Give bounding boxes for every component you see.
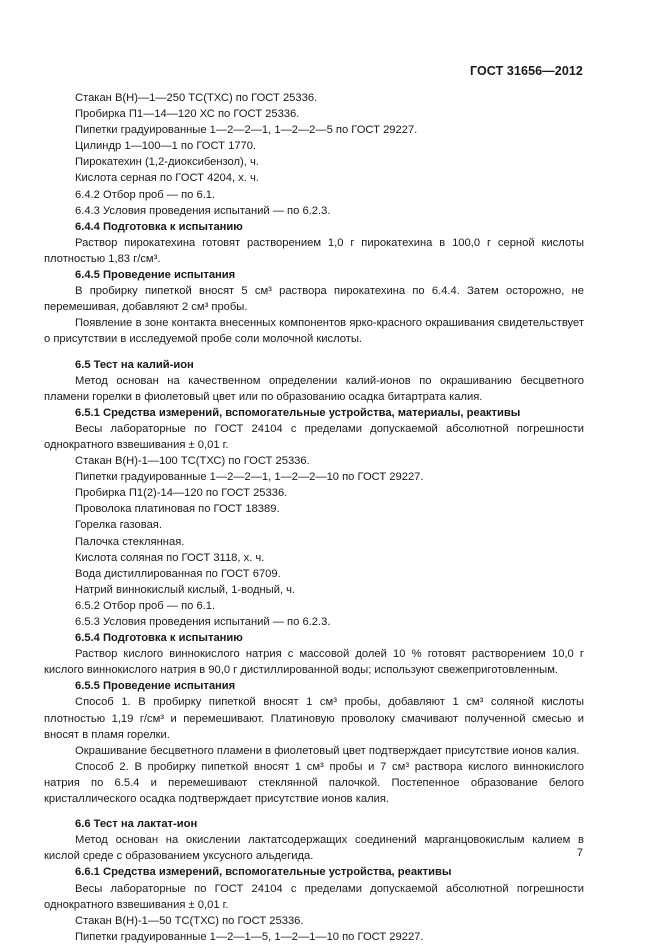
- paragraph: Раствор кислого виннокислого натрия с массовой долей 10 % готовят растворением 10,0 г кислого виннокислого натрия в 90,0 г дистиллированной воды; используют свежеприготовленным.: [44, 648, 584, 677]
- paragraph: Пирокатехин (1,2-диоксибензол), ч.: [75, 156, 259, 169]
- paragraph: Способ 1. В пробирку пипеткой вносят 1 см³ пробы, добавляют 1 см³ соляной кислоты плотностью 1,19 г/см³ и перемешивают. Платиновую проволоку смачивают полученной смесью и вносят в пламя горелки.: [44, 696, 584, 741]
- section-heading: 6.5.5 Проведение испытания: [75, 680, 236, 693]
- paragraph: Весы лабораторные по ГОСТ 24104 с пределами допускаемой абсолютной погрешности однократного взвешивания ± 0,01 г.: [44, 422, 584, 451]
- paragraph: 6.4.3 Условия проведения испытаний — по 6.2.3.: [75, 204, 331, 217]
- section-heading: 6.5.4 Подготовка к испытанию: [75, 632, 243, 645]
- paragraph: 6.5.2 Отбор проб — по 6.1.: [75, 599, 216, 612]
- paragraph: Пипетки градуированные 1—2—1—5, 1—2—1—10 по ГОСТ 29227.: [75, 930, 424, 943]
- paragraph: Стакан В(Н)-1—50 ТС(ТХС) по ГОСТ 25336.: [75, 914, 304, 927]
- paragraph: Вода дистиллированная по ГОСТ 6709.: [75, 567, 281, 580]
- paragraph: Горелка газовая.: [75, 519, 162, 532]
- paragraph: Метод основан на окислении лактатсодержащих соединений марганцовокислым калием в кислой среде с образованием уксусного альдегида.: [44, 834, 584, 863]
- paragraph: Проволока платиновая по ГОСТ 18389.: [75, 503, 280, 516]
- paragraph: Пипетки градуированные 1—2—2—1, 1—2—2—10 по ГОСТ 29227.: [75, 471, 424, 484]
- section-heading: 6.5.1 Средства измерений, вспомогательные устройства, материалы, реактивы: [75, 406, 521, 419]
- paragraph: 6.5.3 Условия проведения испытаний — по 6.2.3.: [75, 616, 331, 628]
- section-heading: 6.6 Тест на лактат-ион: [75, 818, 198, 831]
- paragraph: Кислота серная по ГОСТ 4204, х. ч.: [75, 172, 259, 185]
- page-number: 7: [576, 847, 583, 859]
- paragraph: Кислота соляная по ГОСТ 3118, х. ч.: [75, 551, 265, 564]
- paragraph: Пробирка П1(2)-14—120 по ГОСТ 25336.: [75, 487, 288, 500]
- paragraph: Палочка стеклянная.: [75, 535, 185, 548]
- paragraph: Весы лабораторные по ГОСТ 24104 с пределами допускаемой абсолютной погрешности однократного взвешивания ± 0,01 г.: [44, 882, 584, 911]
- section-heading: 6.4.5 Проведение испытания: [75, 269, 236, 282]
- paragraph: Натрий виннокислый кислый, 1-водный, ч.: [75, 583, 296, 596]
- paragraph: Метод основан на качественном определении калий-ионов по окрашиванию бесцветного пламени горелки в фиолетовый цвет или по образованию осадка битартрата калия.: [44, 374, 584, 403]
- document-id: ГОСТ 31656—2012: [469, 64, 583, 78]
- paragraph: В пробирку пипеткой вносят 5 см³ раствора пирокатехина по 6.4.4. Затем осторожно, не перемешивая, добавляют 2 см³ пробы.: [44, 285, 584, 314]
- paragraph: Окрашивание бесцветного пламени в фиолетовый цвет подтверждает присутствие ионов калия.: [75, 744, 580, 757]
- document-body: [44, 90, 584, 945]
- paragraph: Раствор пирокатехина готовят растворением 1,0 г пирокатехина в 100,0 г серной кислоты плотностью 1,83 г/см³.: [44, 236, 584, 265]
- paragraph: Способ 2. В пробирку пипеткой вносят 1 см³ пробы и 7 см³ раствора кислого виннокислого натрия по 6.5.4 и перемешивают стеклянной палочкой. Постепенное образование белого кристаллического осадка подтверждает присутствие ионов калия.: [44, 760, 584, 806]
- paragraph: Пробирка П1—14—120 ХС по ГОСТ 25336.: [75, 108, 300, 121]
- paragraph: Стакан В(Н)-1—100 ТС(ТХС) по ГОСТ 25336.: [75, 455, 310, 468]
- paragraph: Появление в зоне контакта внесенных компонентов ярко-красного окрашивания свидетельствует о присутствии в исследуемой пробе соли молочной кислоты.: [44, 317, 584, 346]
- section-heading: 6.6.1 Средства измерений, вспомогательные устройства, реактивы: [75, 866, 452, 879]
- paragraph: 6.4.2 Отбор проб — по 6.1.: [75, 188, 216, 201]
- paragraph: Пипетки градуированные 1—2—2—1, 1—2—2—5 по ГОСТ 29227.: [75, 124, 418, 137]
- section-heading: 6.5 Тест на калий-ион: [75, 358, 194, 371]
- paragraph: Цилиндр 1—100—1 по ГОСТ 1770.: [75, 140, 257, 153]
- paragraph: Стакан В(Н)—1—250 ТС(ТХС) по ГОСТ 25336.: [75, 92, 318, 104]
- section-heading: 6.4.4 Подготовка к испытанию: [75, 220, 243, 233]
